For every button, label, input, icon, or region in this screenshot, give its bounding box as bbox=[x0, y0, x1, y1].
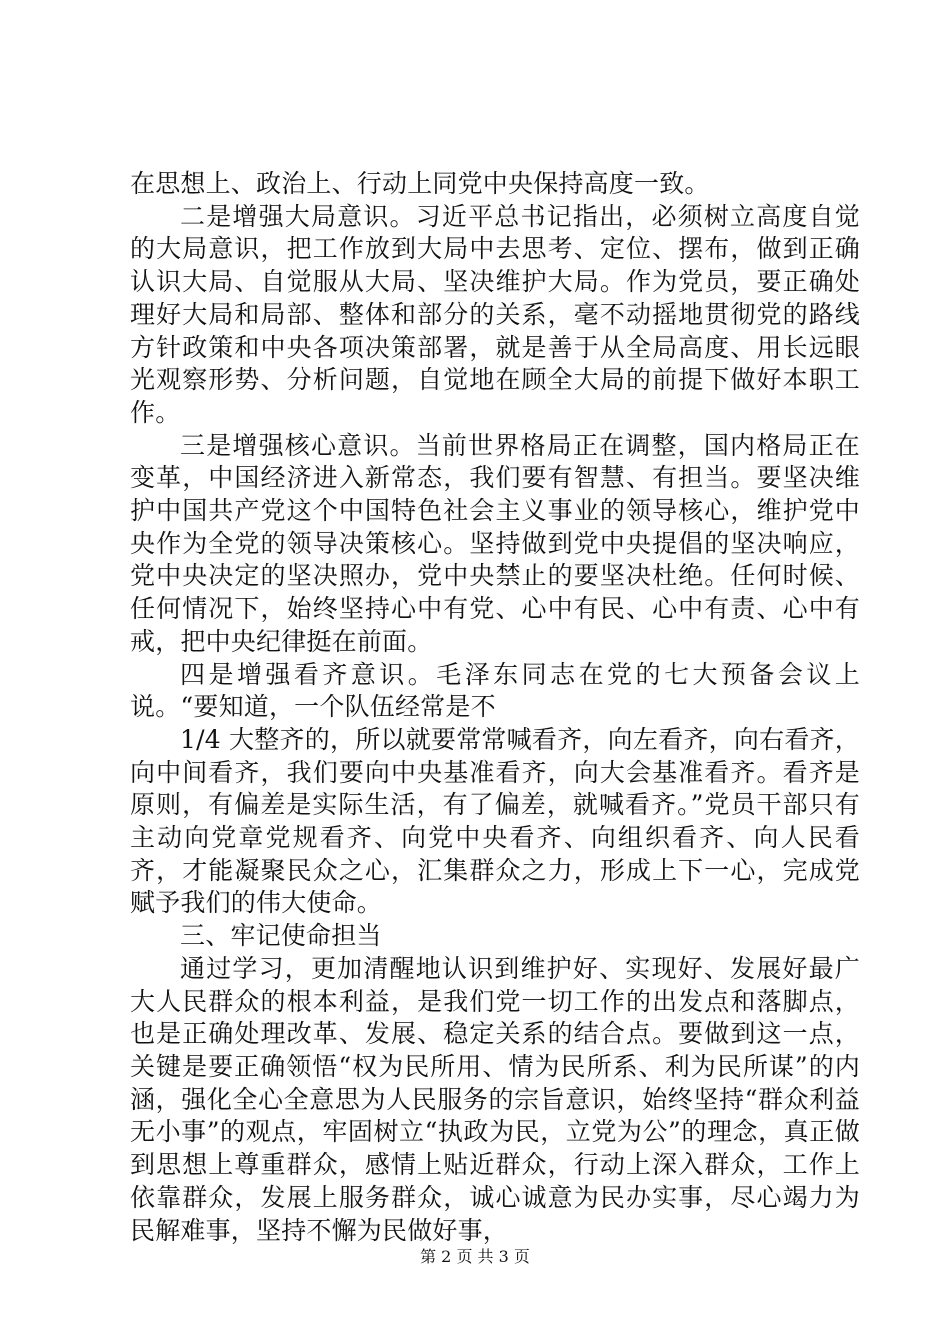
paragraph-1: 在思想上、政治上、行动上同党中央保持高度一致。 bbox=[130, 169, 710, 198]
section-heading: 三、牢记使命担当 bbox=[180, 921, 382, 951]
document-body bbox=[130, 168, 860, 1247]
paragraph-4: 四是增强看齐意识。毛泽东同志在党的七大预备会议上说。“要知道，一个队伍经常是不 bbox=[130, 659, 860, 722]
paragraph-3: 三是增强核心意识。当前世界格局正在调整，国内格局正在变革，中国经济进入新常态，我们要有智慧、有担当。要坚决维护中国共产党这个中国特色社会主义事业的领导核心，维护党中央作为全党的领导决策核心。坚持做到党中央提倡的坚决响应，党中央决定的坚决照办，党中央禁止的要坚决杜绝。任何时候、任何情况下，始终坚持心中有党、心中有民、心中有责、心中有戒，把中央纪律挺在前面。 bbox=[130, 430, 860, 656]
page-footer: 第 2 页 共 3 页 bbox=[420, 1247, 530, 1266]
paragraph-2: 二是增强大局意识。习近平总书记指出，必须树立高度自觉的大局意识，把工作放到大局中去思考、定位、摆布，做到正确认识大局、自觉服从大局、坚决维护大局。作为党员，要正确处理好大局和局部、整体和部分的关系，毫不动摇地贯彻党的路线方针政策和中央各项决策部署，就是善于从全局高度、用长远眼光观察形势、分析问题，自觉地在顾全大局的前提下做好本职工作。 bbox=[130, 201, 860, 427]
paragraph-6: 通过学习，更加清醒地认识到维护好、实现好、发展好最广大人民群众的根本利益，是我们党一切工作的出发点和落脚点，也是正确处理改革、发展、稳定关系的结合点。要做到这一点，关键是要正确领悟“权为民所用、情为民所系、利为民所谋”的内涵，强化全心全意思为人民服务的宗旨意识，始终坚持“群众利益无小事”的观点，牢固树立“执政为民，立党为公”的理念，真正做到思想上尊重群众，感情上贴近群众，行动上深入群众，工作上依靠群众，发展上服务群众，诚心诚意为民办实事，尽心竭力为民解难事，坚持不懈为民做好事， bbox=[130, 953, 860, 1245]
paragraph-5: 1/4 大整齐的，所以就要常常喊看齐，向左看齐，向右看齐，向中间看齐，我们要向中央基准看齐，向大会基准看齐。看齐是原则，有偏差是实际生活，有了偏差，就喊看齐。”党员干部只有主动向党章党规看齐、向党中央看齐、向组织看齐、向人民看齐，才能凝聚民众之心，汇集群众之力，形成上下一心，完成党赋予我们的伟大使命。 bbox=[130, 724, 860, 918]
